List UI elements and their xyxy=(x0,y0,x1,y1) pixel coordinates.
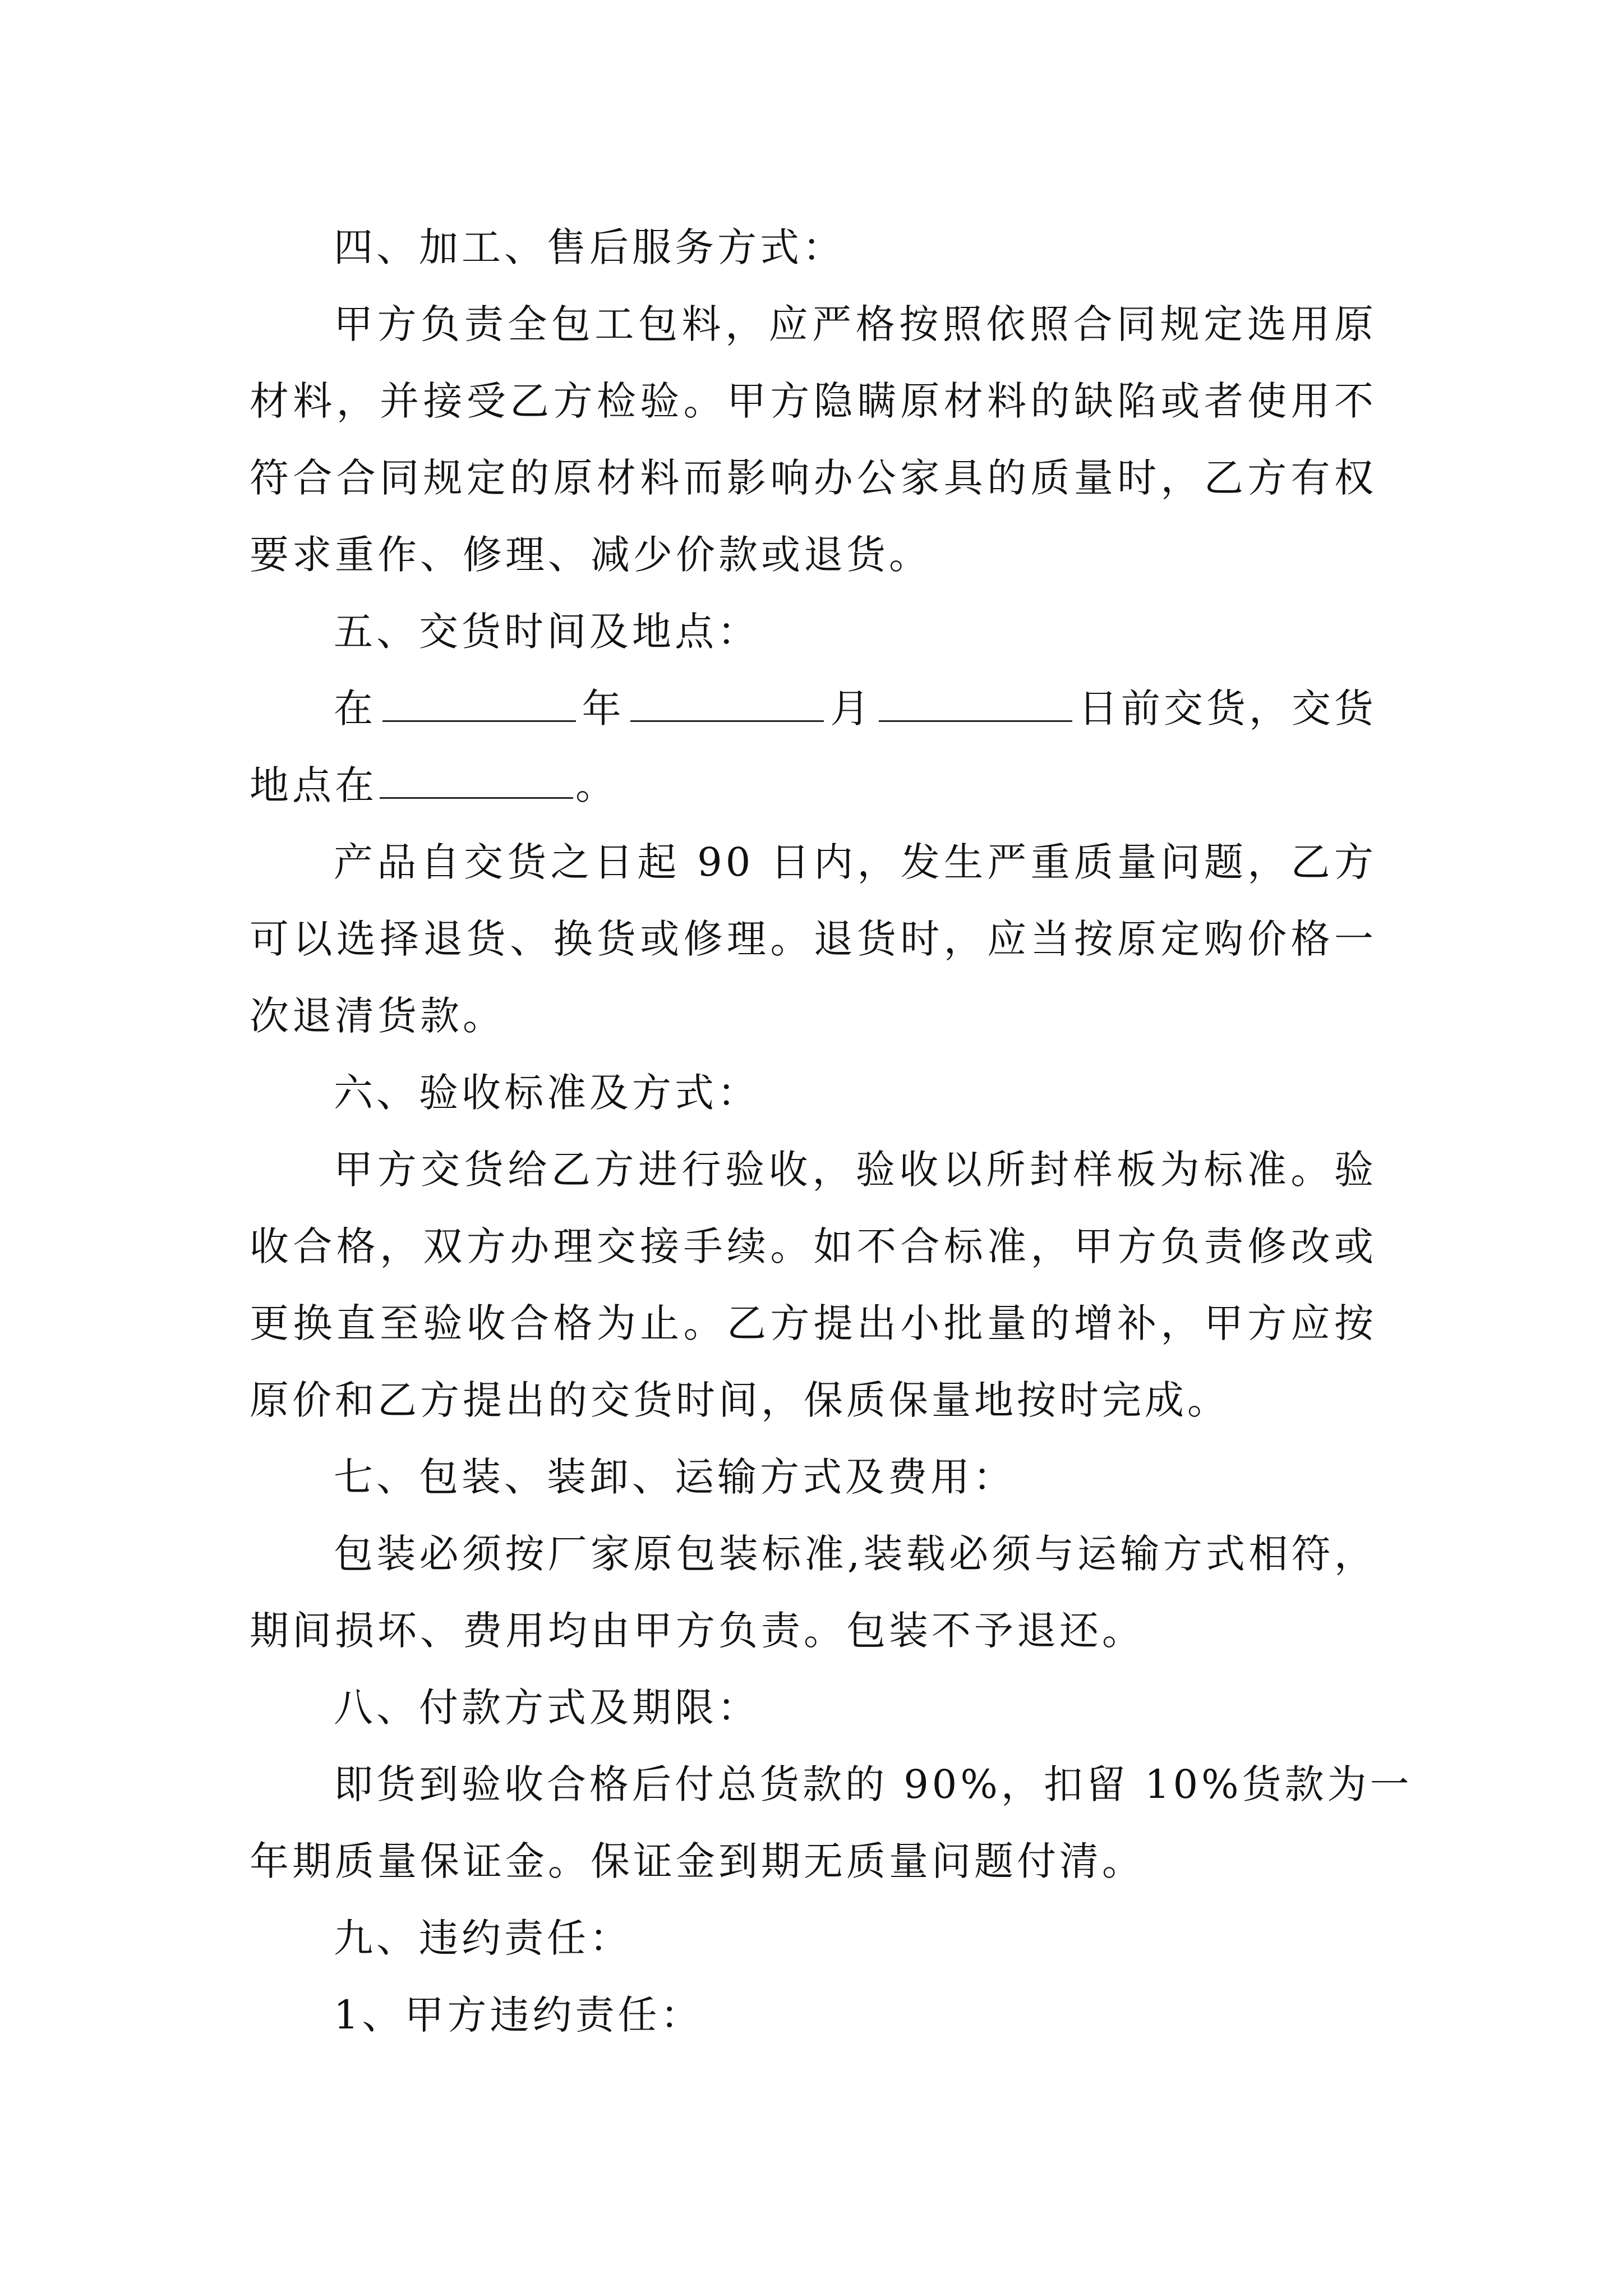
section-heading-5: 五、交货时间及地点： xyxy=(334,609,760,655)
paragraph-line: 收合格，双方办理交接手续。如不合标准，甲方负责修改或 xyxy=(250,1223,1377,1269)
paragraph-line: 符合合同规定的原材料而影响办公家具的质量时，乙方有权 xyxy=(250,455,1377,501)
section-heading-4: 四、加工、售后服务方式： xyxy=(334,224,845,270)
paragraph-line: 年期质量保证金。保证金到期无质量问题付清。 xyxy=(250,1838,1145,1884)
section-heading-7: 七、包装、装卸、运输方式及费用： xyxy=(334,1454,1016,1500)
fill-word-place: 地点在 xyxy=(250,762,377,808)
fill-word-nian: 年 xyxy=(582,685,625,731)
delivery-date-line xyxy=(250,670,1377,747)
blank-place[interactable] xyxy=(380,758,573,799)
blank-day[interactable] xyxy=(879,681,1072,722)
paragraph-line: 可以选择退货、换货或修理。退货时，应当按原定购价格一 xyxy=(250,916,1377,962)
paragraph-line: 期间损坏、费用均由甲方负责。包装不予退还。 xyxy=(250,1608,1145,1654)
section-heading-8: 八、付款方式及期限： xyxy=(334,1685,760,1731)
paragraph-line: 更换直至验收合格为止。乙方提出小批量的增补，甲方应按 xyxy=(250,1300,1377,1346)
fill-word-tail: 日前交货，交货 xyxy=(1078,685,1377,731)
blank-year[interactable] xyxy=(382,681,576,722)
fill-word-end: 。 xyxy=(575,762,618,808)
paragraph-line: 次退清货款。 xyxy=(250,993,505,1039)
fill-word-zai: 在 xyxy=(334,685,376,731)
subsection-heading-9-1: 1、甲方违约责任： xyxy=(334,1992,703,2038)
delivery-place-line xyxy=(250,747,1377,824)
fill-word-yue: 月 xyxy=(830,685,873,731)
section-heading-6: 六、验收标准及方式： xyxy=(334,1070,760,1116)
paragraph-line: 要求重作、修理、减少价款或退货。 xyxy=(250,532,932,578)
blank-month[interactable] xyxy=(630,681,824,722)
paragraph-line: 甲方负责全包工包料，应严格按照依照合同规定选用原 xyxy=(334,301,1377,347)
paragraph-line: 产品自交货之日起 90 日内，发生严重质量问题，乙方 xyxy=(334,839,1377,885)
section-heading-9: 九、违约责任： xyxy=(334,1915,632,1961)
paragraph-line: 甲方交货给乙方进行验收，验收以所封样板为标准。验 xyxy=(334,1147,1377,1193)
paragraph-line: 即货到验收合格后付总货款的 90%，扣留 10%货款为一 xyxy=(334,1761,1413,1807)
document-body xyxy=(250,209,1413,2054)
paragraph-line: 原价和乙方提出的交货时间，保质保量地按时完成。 xyxy=(250,1377,1230,1423)
paragraph-line: 包装必须按厂家原包装标准,装载必须与运输方式相符， xyxy=(334,1531,1377,1577)
paragraph-line: 材料，并接受乙方检验。甲方隐瞒原材料的缺陷或者使用不 xyxy=(250,378,1377,424)
